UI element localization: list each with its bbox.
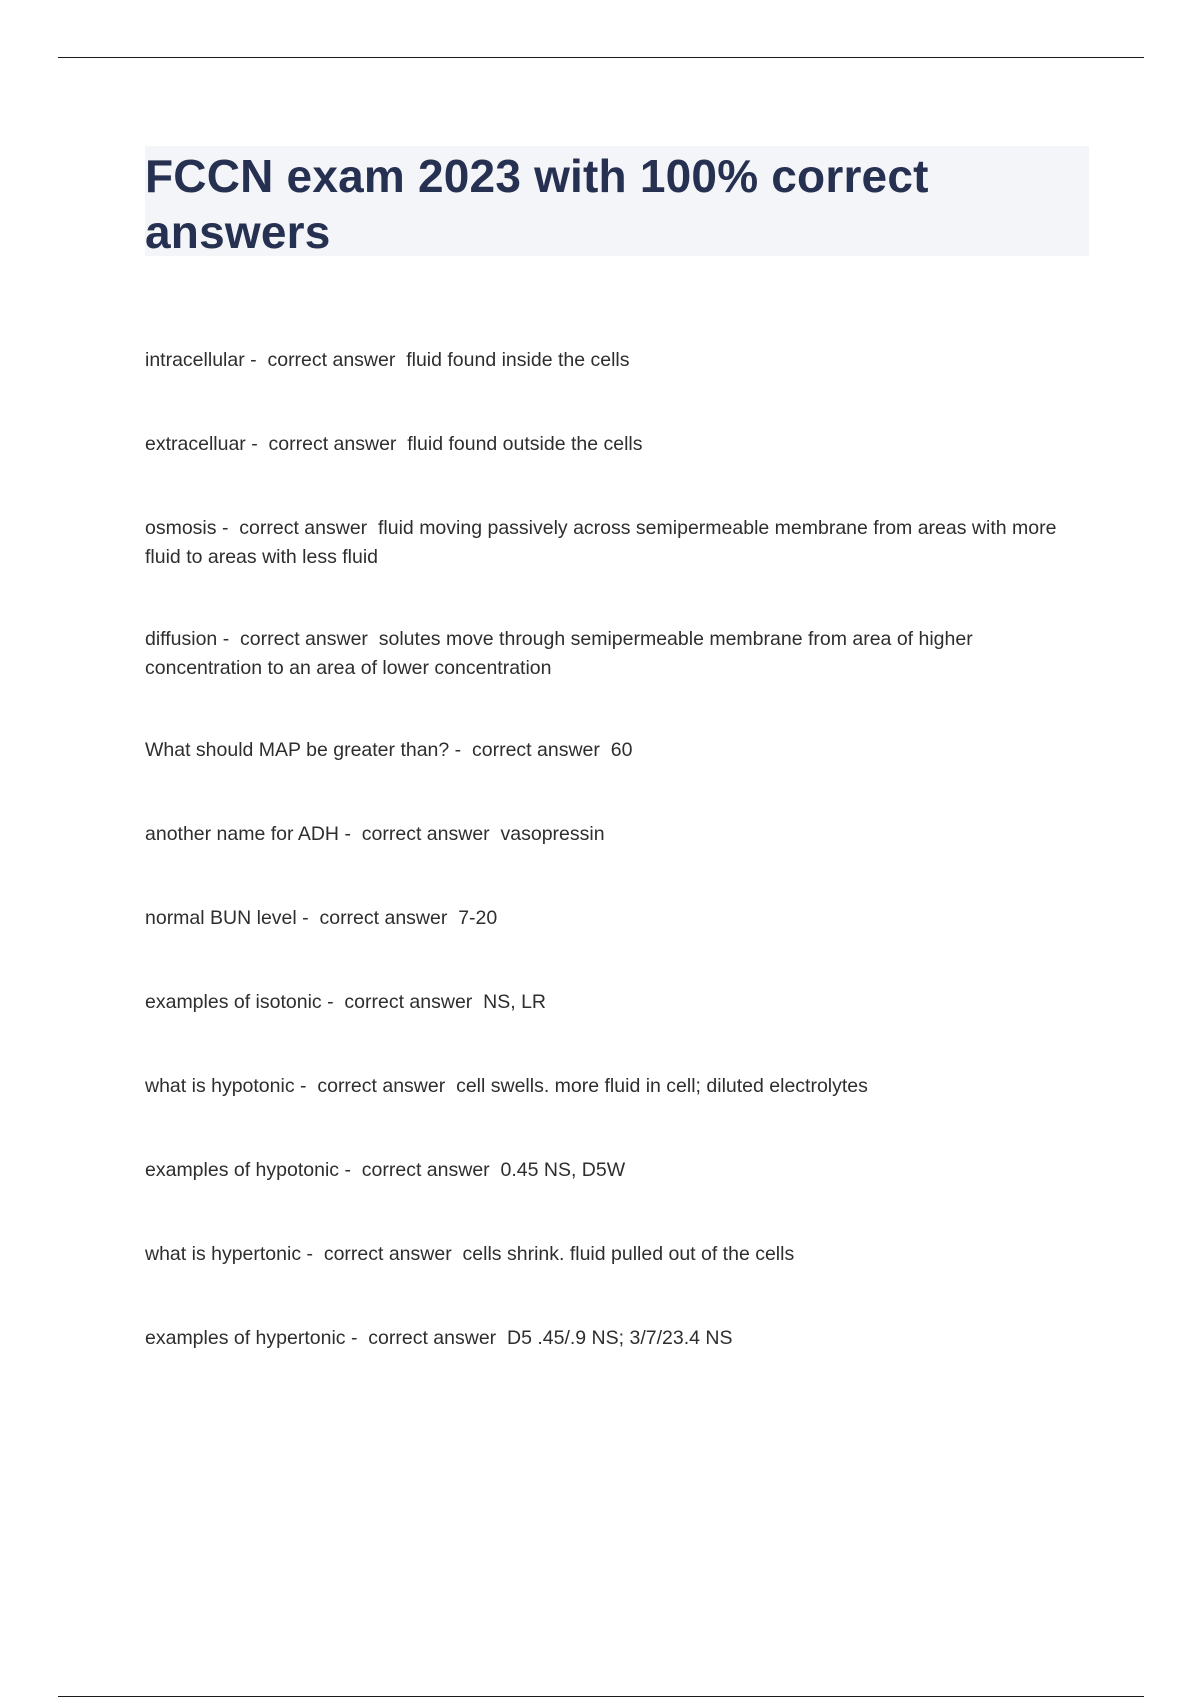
answer-label: correct answer [344, 991, 484, 1013]
question-text: another name for ADH [145, 823, 340, 845]
answer-label: correct answer [361, 1159, 501, 1181]
top-divider [58, 57, 1144, 58]
answer-label: correct answer [268, 433, 408, 455]
answer-text: 0.45 NS, D5W [500, 1159, 626, 1181]
answer-text: vasopressin [500, 823, 605, 845]
qa-item [145, 1156, 1065, 1185]
qa-item [145, 430, 1065, 459]
separator: - [216, 517, 240, 539]
answer-label: correct answer [472, 739, 611, 761]
answer-text: fluid moving passively across semipermeable membrane from areas with more fluid to areas with less fluid [145, 517, 1057, 568]
question-text: examples of hypotonic [145, 1159, 340, 1181]
separator: - [321, 991, 345, 1013]
separator: - [296, 907, 320, 929]
answer-text: cell swells. more fluid in cell; diluted electrolytes [456, 1075, 868, 1097]
qa-item [145, 1072, 1065, 1101]
question-text: what is hypertonic [145, 1243, 302, 1265]
separator: - [301, 1243, 324, 1265]
answer-label: correct answer [368, 1327, 507, 1349]
qa-item [145, 988, 1065, 1017]
answer-label: correct answer [361, 823, 501, 845]
answer-text: D5 .45/.9 NS; 3/7/23.4 NS [507, 1327, 733, 1349]
qa-item [145, 736, 1065, 765]
qa-item [145, 1240, 1065, 1269]
separator: - [217, 628, 241, 650]
separator: - [345, 1327, 369, 1349]
separator: - [339, 823, 362, 845]
qa-item [145, 346, 1065, 375]
answer-label: correct answer [267, 349, 407, 371]
question-text: diffusion [145, 628, 218, 650]
question-text: osmosis [145, 517, 217, 539]
answer-label: correct answer [317, 1075, 457, 1097]
qa-item [145, 514, 1065, 572]
answer-label: correct answer [239, 517, 378, 539]
answer-text: 60 [610, 739, 633, 761]
question-text: examples of hypertonic [145, 1327, 346, 1349]
answer-text: cells shrink. fluid pulled out of the cells [462, 1243, 795, 1265]
question-text: what is hypotonic [145, 1075, 295, 1097]
answer-text: fluid found inside the cells [406, 349, 630, 371]
qa-item [145, 1324, 1065, 1353]
document-title: FCCN exam 2023 with 100% correct answers [145, 150, 929, 258]
title-banner [145, 146, 1089, 256]
answer-label: correct answer [240, 628, 379, 650]
answer-text: solutes move through semipermeable membrane from area of higher concentration to an area of lower concentration [145, 628, 973, 679]
question-text: extracelluar [145, 433, 246, 455]
qa-item [145, 625, 1065, 683]
answer-text: NS, LR [483, 991, 546, 1013]
separator: - [294, 1075, 318, 1097]
qa-item [145, 904, 1065, 933]
separator: - [245, 433, 269, 455]
answer-label: correct answer [319, 907, 459, 929]
answer-text: fluid found outside the cells [407, 433, 643, 455]
question-text: intracellular [145, 349, 245, 371]
question-text: examples of isotonic [145, 991, 322, 1013]
separator: - [339, 1159, 362, 1181]
answer-label: correct answer [323, 1243, 463, 1265]
separator: - [449, 739, 472, 761]
separator: - [244, 349, 268, 371]
bottom-divider [58, 1696, 1144, 1697]
qa-item [145, 820, 1065, 849]
answer-text: 7-20 [458, 907, 498, 929]
question-text: What should MAP be greater than? [145, 739, 450, 761]
question-text: normal BUN level [145, 907, 297, 929]
